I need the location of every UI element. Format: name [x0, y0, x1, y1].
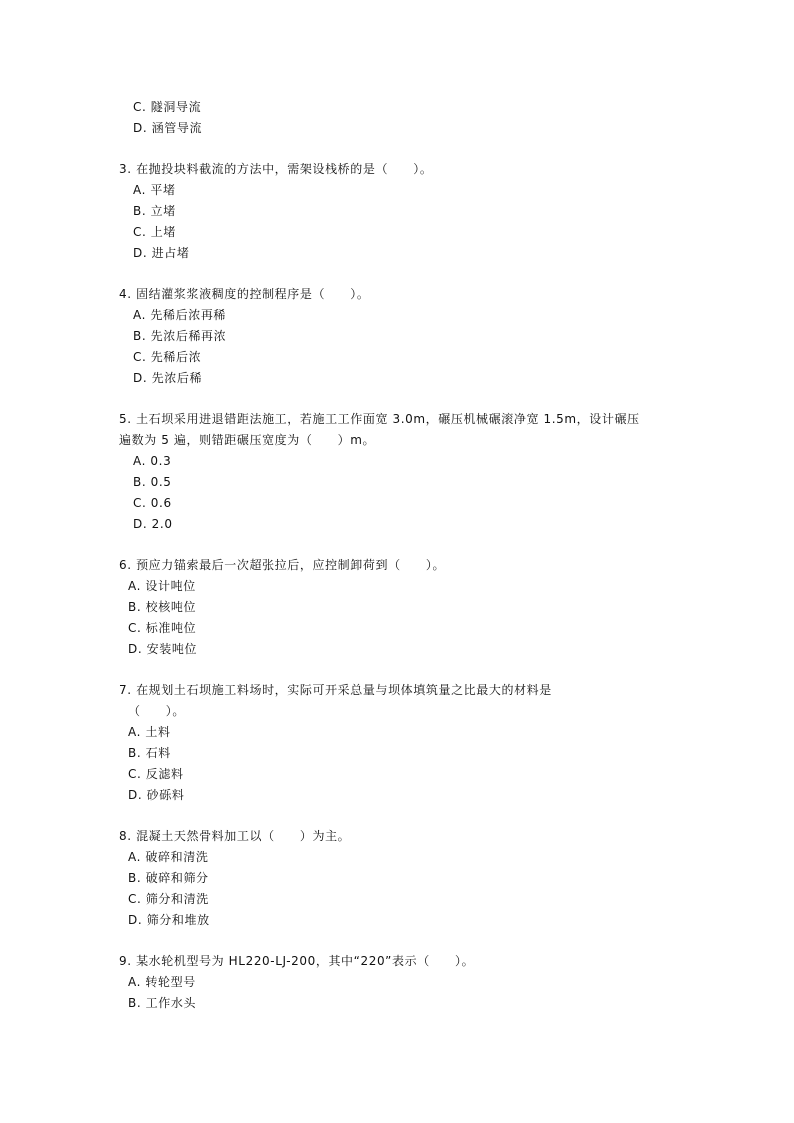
question-stem-continued: （ ）。: [128, 704, 186, 718]
option-line: D. 安装吨位: [128, 642, 198, 656]
option-line: A. 土料: [128, 725, 171, 739]
option-line: A. 设计吨位: [128, 579, 196, 593]
option-line: A. 0.3: [133, 454, 172, 468]
option-line: D. 涵管导流: [133, 121, 203, 135]
option-line: A. 平堵: [133, 183, 176, 197]
option-line: C. 先稀后浓: [133, 350, 202, 364]
question-stem-continued: 遍数为 5 遍，则错距碾压宽度为（ ）m。: [119, 433, 376, 447]
option-line: B. 破碎和筛分: [128, 871, 209, 885]
option-line: C. 标准吨位: [128, 621, 197, 635]
option-line: A. 先稀后浓再稀: [133, 308, 227, 322]
option-line: D. 2.0: [133, 517, 173, 531]
option-line: A. 破碎和清洗: [128, 850, 209, 864]
option-line: D. 进占堵: [133, 246, 190, 260]
option-line: D. 砂砾料: [128, 788, 185, 802]
question-stem: 4. 固结灌浆浆液稠度的控制程序是（ ）。: [119, 287, 370, 301]
option-line: B. 石料: [128, 746, 171, 760]
option-line: B. 工作水头: [128, 996, 197, 1010]
option-line: C. 上堵: [133, 225, 177, 239]
option-line: B. 先浓后稀再浓: [133, 329, 227, 343]
question-stem: 8. 混凝土天然骨料加工以（ ）为主。: [119, 829, 351, 843]
option-line: B. 0.5: [133, 475, 172, 489]
question-stem: 3. 在抛投块料截流的方法中，需架设栈桥的是（ ）。: [119, 162, 433, 176]
question-stem: 6. 预应力锚索最后一次超张拉后，应控制卸荷到（ ）。: [119, 558, 446, 572]
option-line: D. 先浓后稀: [133, 371, 203, 385]
option-line: C. 反滤料: [128, 767, 184, 781]
option-line: C. 隧洞导流: [133, 100, 202, 114]
question-stem: 9. 某水轮机型号为 HL220-LJ-200，其中“220”表示（ ）。: [119, 954, 475, 968]
option-line: C. 0.6: [133, 496, 172, 510]
option-line: A. 转轮型号: [128, 975, 196, 989]
option-line: D. 筛分和堆放: [128, 913, 210, 927]
question-stem: 5. 土石坝采用进退错距法施工，若施工工作面宽 3.0m，碾压机械碾滚净宽 1.5m，设计碾压: [119, 412, 640, 426]
option-line: B. 校核吨位: [128, 600, 197, 614]
option-line: B. 立堵: [133, 204, 176, 218]
question-stem: 7. 在规划土石坝施工料场时，实际可开采总量与坝体填筑量之比最大的材料是: [119, 683, 552, 697]
option-line: C. 筛分和清洗: [128, 892, 209, 906]
